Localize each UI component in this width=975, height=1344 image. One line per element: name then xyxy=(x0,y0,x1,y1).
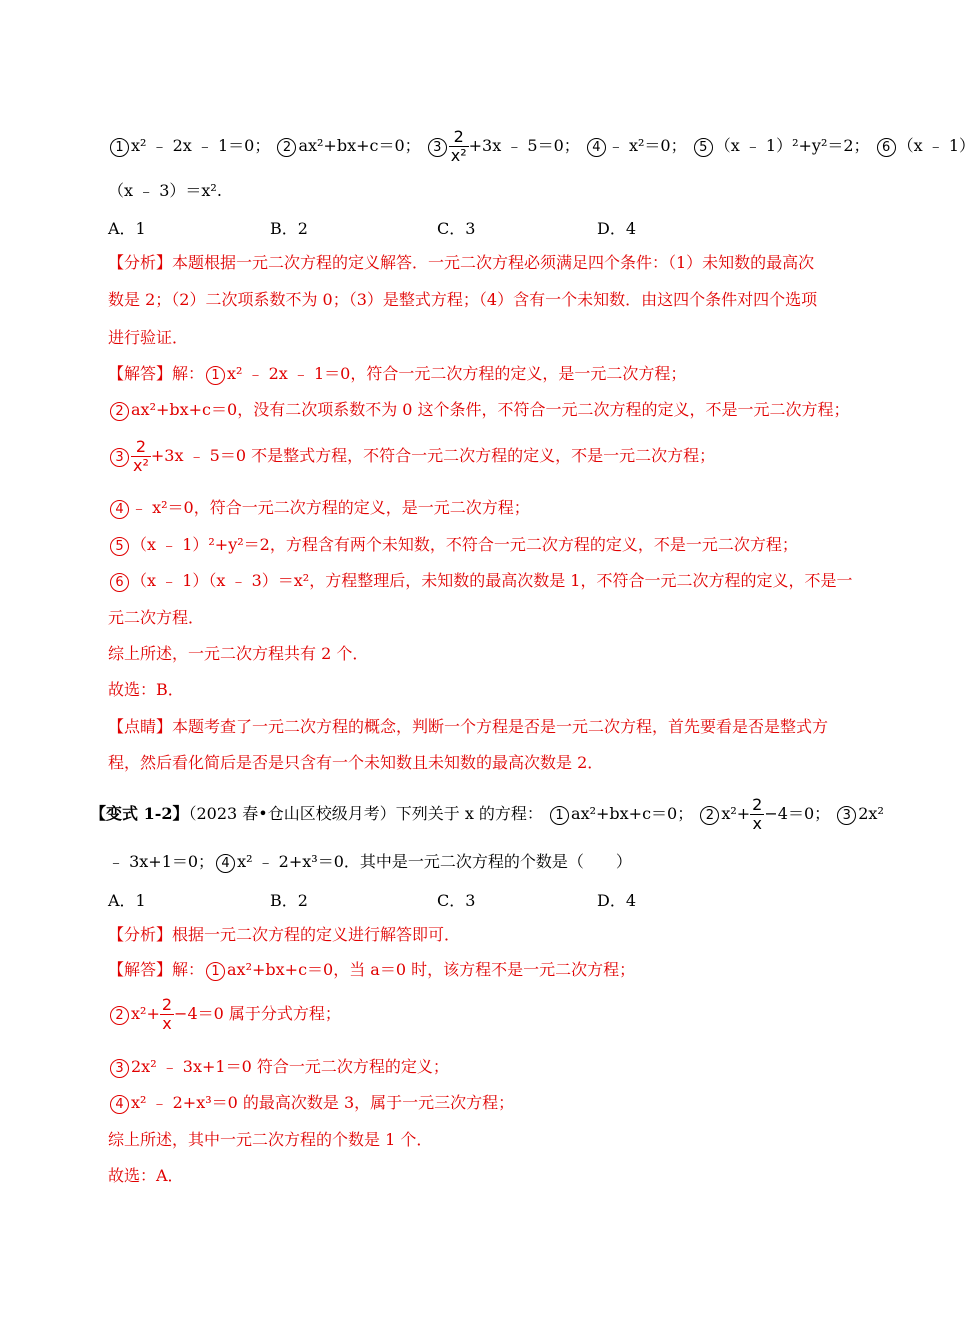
q2-answer-3: 3 2x² ﹣ 3x+1＝0 符合一元二次方程的定义； xyxy=(108,1057,449,1078)
circled-number: 4 xyxy=(110,1095,129,1114)
q2-stem-line1: 【变式 1-2】（2023 春•仓山区校级月考）下列关于 x 的方程： 1 ax²+bx+c＝0； 2 x²+ $\frac{2}{x}$ −4＝0； 3 2x² xyxy=(90,795,884,833)
eq-4: ﹣ x²＝0； xyxy=(607,136,687,155)
option-c: C．3 xyxy=(437,219,476,238)
circled-number: 2 xyxy=(110,1006,129,1025)
q1-answer-1: 【解答】解： 1 x² ﹣ 2x ﹣ 1＝0，符合一元二次方程的定义，是一元二次方程； xyxy=(108,364,687,383)
circled-number: 4 xyxy=(110,500,129,519)
q1-analysis-line: 进行验证． xyxy=(108,328,189,347)
q2-answer-4: 4 x² ﹣ 2+x³＝0 的最高次数是 3，属于一元三次方程； xyxy=(108,1093,514,1114)
q2-choice: 故选：A． xyxy=(108,1166,184,1185)
q2-answer-1: 【解答】解： 1 ax²+bx+c＝0，当 a＝0 时，该方程不是一元二次方程； xyxy=(108,960,636,979)
q1-choice: 故选：B． xyxy=(108,680,184,699)
circled-number: 3 xyxy=(428,138,447,157)
eq-5: （x ﹣ 1）²+y²＝2； xyxy=(714,136,870,155)
circled-number: 2 xyxy=(700,806,719,825)
option-c: C．3 xyxy=(437,891,476,910)
fraction: $\frac{2}{\text{x²}}$ xyxy=(133,437,149,475)
q2-analysis: 【分析】根据一元二次方程的定义进行解答即可． xyxy=(108,925,461,944)
circled-number: 6 xyxy=(110,573,129,592)
option-d: D．4 xyxy=(597,891,637,910)
q1-answer-3: 3 $\frac{2}{\text{x²}}$ +3x ﹣ 5＝0 不是整式方程，不符合一元二次方程的定义，不是一元二次方程； xyxy=(108,438,715,475)
circled-number: 3 xyxy=(110,448,129,467)
q1-analysis-line: 数是 2；（2）二次项系数不为 0；（3）是整式方程；（4）含有一个未知数．由这四个条件对四个选项 xyxy=(108,290,818,309)
circled-number: 1 xyxy=(110,138,129,157)
option-a: A．1 xyxy=(108,219,146,238)
circled-number: 3 xyxy=(110,1059,129,1078)
q1-answer-2: 2 ax²+bx+c＝0，没有二次项系数不为 0 这个条件，不符合一元二次方程的定义，不是一元二次方程； xyxy=(108,400,850,421)
q1-summary: 综上所述，一元二次方程共有 2 个． xyxy=(108,644,369,663)
fraction: $\frac{2}{x}$ xyxy=(161,995,173,1033)
eq-2: ax²+bx+c＝0； xyxy=(298,136,421,155)
q2-answer-2: 2 x²+ $\frac{2}{x}$ −4＝0 属于分式方程； xyxy=(108,996,341,1033)
circled-number: 1 xyxy=(206,366,225,385)
q1-answer-6b: 元二次方程． xyxy=(108,608,205,627)
circled-number: 5 xyxy=(694,138,713,157)
q2-stem-line2: ﹣ 3x+1＝0； 4 x² ﹣ 2+x³＝0．其中是一元二次方程的个数是（ ） xyxy=(108,852,632,871)
q1-comment-line: 【点睛】本题考查了一元二次方程的概念，判断一个方程是否是一元二次方程，首先要看是否是整式方 xyxy=(108,717,829,736)
q1-comment-line: 程，然后看化简后是否是只含有一个未知数且未知数的最高次数是 2． xyxy=(108,753,604,772)
eq-1: x² ﹣ 2x ﹣ 1＝0； xyxy=(131,136,271,155)
q1-analysis-line: 【分析】本题根据一元二次方程的定义解答．一元二次方程必须满足四个条件：（1）未知数的最高次 xyxy=(108,253,815,272)
option-a: A．1 xyxy=(108,891,146,910)
option-d: D．4 xyxy=(597,219,637,238)
eq-6: （x ﹣ 1） xyxy=(897,136,975,155)
q1-equations-line2: （x ﹣ 3）＝x². xyxy=(108,181,222,200)
q1-answer-5: 5 （x ﹣ 1）²+y²＝2，方程含有两个未知数，不符合一元二次方程的定义，不是一元二次方程； xyxy=(108,535,798,556)
q1-answer-6: 6 （x ﹣ 1）（x ﹣ 3）＝x²，方程整理后，未知数的最高次数是 1，不符合一元二次方程的定义，不是一 xyxy=(108,571,852,592)
circled-number: 4 xyxy=(587,138,606,157)
eq-3: +3x ﹣ 5＝0； xyxy=(468,136,580,155)
circled-number: 4 xyxy=(216,854,235,873)
fraction: $\frac{2}{x}$ xyxy=(752,795,763,833)
q2-tag: 【变式 1-2】 xyxy=(90,804,189,823)
circled-number: 6 xyxy=(877,138,896,157)
circled-number: 5 xyxy=(110,537,129,556)
q1-answer-4: 4 ﹣ x²＝0，符合一元二次方程的定义，是一元二次方程； xyxy=(108,498,530,519)
circled-number: 3 xyxy=(837,806,856,825)
q1-equations-line1 xyxy=(108,128,975,165)
fraction: $\frac{2}{\text{x²}}$ xyxy=(450,127,467,165)
circled-number: 1 xyxy=(206,962,225,981)
circled-number: 2 xyxy=(110,402,129,421)
q2-summary: 综上所述，其中一元二次方程的个数是 1 个． xyxy=(108,1130,433,1149)
circled-number: 2 xyxy=(277,138,296,157)
option-b: B．2 xyxy=(270,219,308,238)
option-b: B．2 xyxy=(270,891,308,910)
circled-number: 1 xyxy=(550,806,569,825)
